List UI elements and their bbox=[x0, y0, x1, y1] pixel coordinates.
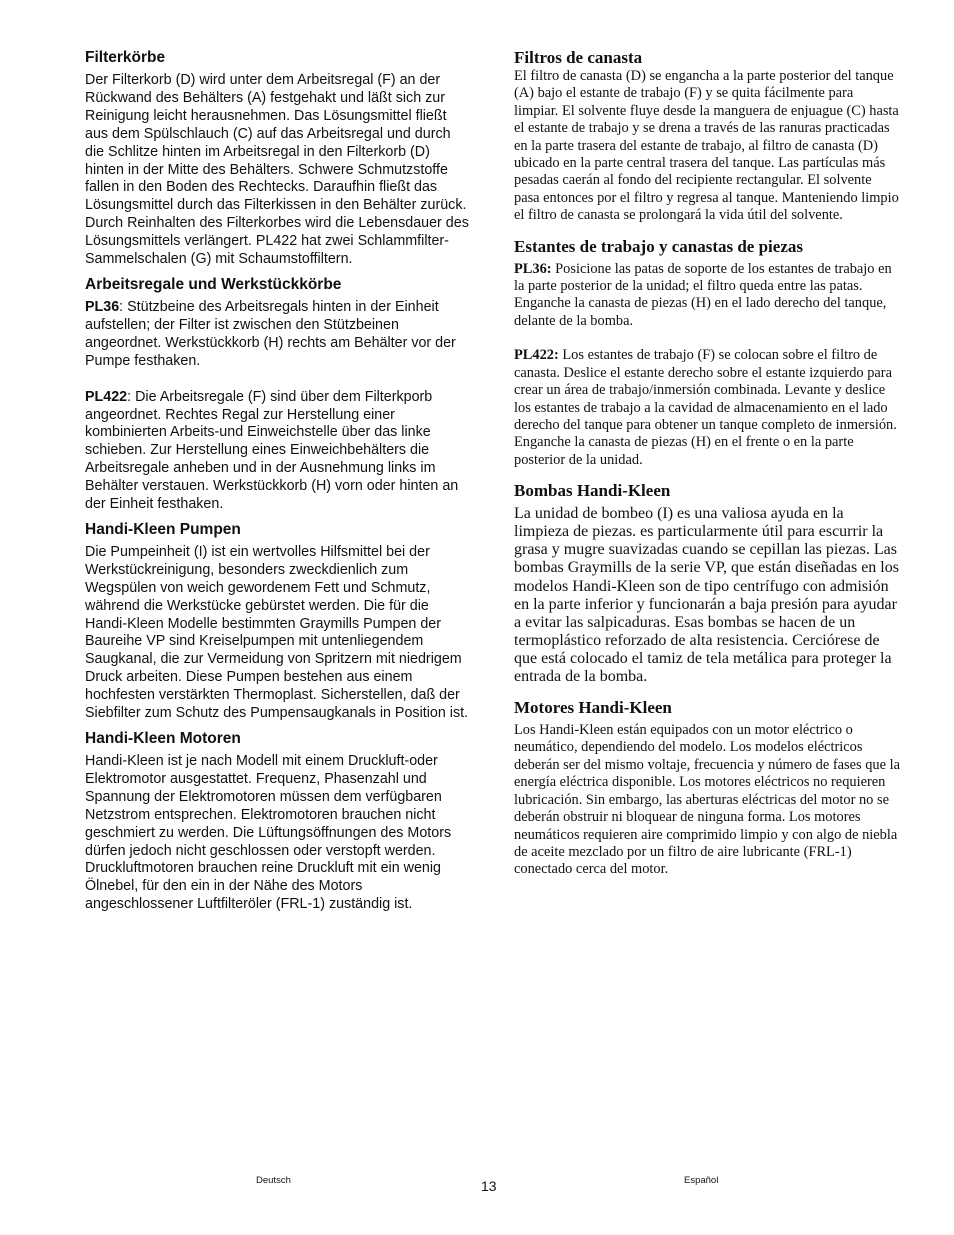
estantes-pl422-paragraph bbox=[514, 347, 900, 469]
filtros-text: El filtro de canasta (D) se engancha a la parte posterior del tanque (A) bajo el estante de trabajo (F) y se quita fácilmente para limpiar. El solvente fluye desde la manguera de enjuague (C) hasta el estante de trabajo y se drena a través de las ranuras practicadas en la parte trasera del estante de trabajo, al filtro de canasta (D) ubicado en la parte central trasera del tanque. Las partículas más pesadas caerán al fondo del recipiente rectangular. El solvente pasa entonces por el filtro y regresa al tanque. Manteniendo limpio el filtro de canasta se prolongará la vida útil del solvente. bbox=[514, 68, 899, 224]
motores-heading: Motores Handi-Kleen bbox=[514, 698, 672, 718]
pl36-text-es: Posicione las patas de soporte de los estantes de trabajo en la parte posterior de la unidad; el filtro queda entre las patas. Enganche la canasta de piezas (H) en el lado derecho del tanque, delante de la bomba. bbox=[514, 260, 892, 329]
motores-text: Los Handi-Kleen están equipados con un motor eléctrico o neumático, dependiendo del modelo. Los modelos eléctricos deberán ser del mismo voltaje, frecuencia y número de fases que la energía eléctrica disponible. Los motores eléctricos no requieren lubricación. Sin embargo, las aberturas eléctricas del motor no se deberán obstruir ni bloquear de ninguna forma. Los motores neumáticos requieren aire comprimido limpio y con algo de niebla de aceite mezclado por un filtro de aire lubricante (FRL-1) conectado cerca del motor. bbox=[514, 722, 900, 878]
arbeitsregale-heading: Arbeitsregale und Werkstückkörbe bbox=[85, 275, 342, 293]
filtros-heading: Filtros de canasta bbox=[514, 48, 643, 67]
arbeitsregale-pl422-paragraph bbox=[85, 389, 470, 514]
bombas-text: La unidad de bombeo (I) es una valiosa ayuda en la limpieza de piezas. es particularmente útil para escurrir la grasa y mugre suavizadas cuando se cepillan las piezas. Las bombas Graymills de la serie VP, que están diseñadas en los modelos Handi-Kleen son de tipo centrífugo con admisión en la parte inferior y funcionarán a baja presión para ayudar a evitar las salpicaduras. Esas bombas se hacen de un termoplástico reforzado de alta resistencia. Cerciórese de que está colocado el tamiz de tela metálica para proteger la entrada de la bomba. bbox=[514, 505, 899, 685]
pl422-text-es: Los estantes de trabajo (F) se colocan sobre el filtro de canasta. Deslice el estante derecho sobre el estante izquierdo para crear un área de trabajo/inmersión combinada. Levante y deslice los estantes de trabajo a la cavidad de almacenamiento en el lado derecho del tanque para obtener un tanque completo de inmersión. Enganche la canasta de piezas (H) en el frente o en la parte posterior de la unidad. bbox=[514, 347, 897, 468]
footer-language-german: Deutsch bbox=[256, 1175, 291, 1186]
filterkoerbe-heading: Filterkörbe bbox=[85, 49, 166, 66]
pumpen-heading: Handi-Kleen Pumpen bbox=[85, 520, 241, 538]
pl422-label: PL422 bbox=[85, 388, 128, 405]
pl36-text: : Stützbeine des Arbeitsregals hinten in der Einheit aufstellen; der Filter ist zwischen den Stützbeinen angeordnet. Werkstückkorb (H) rechts am Behälter vor der Pumpe festhaken. bbox=[85, 298, 456, 369]
filterkoerbe-text: Der Filterkorb (D) wird unter dem Arbeitsregal (F) an der Rückwand des Behälters (A) festgehakt und läßt sich zur Reinigung leicht herausnehmen. Das Lösungsmittel fließt aus dem Spülschlauch (C) auf das Arbeitsregal und durch die Schlitze hinten im Arbeitsregal in den Filterkorb (D) hinten in der Mitte des Behälters. Schwere Schmutzstoffe fallen in den Boden des Rechtecks. Daraufhin fließt das Lösungsmittel durch das Filterkissen in den Behälter zurück. Durch Reinhalten des Filterkorbes wird die Lebensdauer des Lösungsmittels verlängert. PL422 hat zwei Schlammfilter-Sammelschalen (G) mit Schaumstoffiltern. bbox=[85, 72, 469, 268]
pl422-text: : Die Arbeitsregale (F) sind über dem Filterkporb angeordnet. Rechtes Regal zur Herstellung einer kombinierten Arbeits-und Einweichstelle über das linke schieben. Zur Herstellung eines Einweichbehälters die Arbeitsregale anheben und in der Ausnehmung links im Behälter verstauen. Werkstückkorb (H) vorn oder hinten an der Einheit festhaken. bbox=[85, 388, 459, 513]
pumpen-text: Die Pumpeinheit (I) ist ein wertvolles Hilfsmittel bei der Werkstückreinigung, besonders zweckdienlich zum Wegspülen von weich gewordenem Fett und Schmutz, während die Werkstücke gebürstet werden. Die für die Handi-Kleen Modelle bestimmten Graymills Pumpen der Baureihe VP sind Kreiselpumpen mit untenliegendem Saugkanal, die zur Vermeidung von Spritzern mit niedrigem Druck arbeiten. Diese Pumpen bestehen aus einem hochfesten verstärkten Thermoplast. Sicherstellen, daß der Siebfilter zum Schutz des Pumpensaugkanals in Position ist. bbox=[85, 543, 469, 722]
footer-language-spanish: Español bbox=[684, 1175, 719, 1186]
motoren-text: Handi-Kleen ist je nach Modell mit einem Druckluft-oder Elektromotor ausgestattet. Frequenz, Phasenzahl und Spannung der Elektromotoren müssen dem verfügbaren Netzstrom entsprechen. Elektromotoren brauchen nicht geschmiert zu werden. Die Lüftungsöffnungen des Motors dürfen jedoch nicht geschlossen oder verstopft werden. Druckluftmotoren brauchen reine Druckluft mit ein wenig Ölnebel, für den ein in der Nähe des Motors angeschlossener Luftfilteröler (FRL-1) zuständig ist. bbox=[85, 753, 452, 913]
german-column bbox=[85, 48, 470, 920]
arbeitsregale-pl36-paragraph bbox=[85, 299, 470, 371]
bombas-heading: Bombas Handi-Kleen bbox=[514, 481, 671, 501]
spanish-column bbox=[514, 48, 900, 879]
pl36-label: PL36 bbox=[85, 298, 120, 315]
estantes-heading: Estantes de trabajo y canastas de piezas bbox=[514, 236, 803, 256]
motoren-heading: Handi-Kleen Motoren bbox=[85, 730, 241, 747]
page-number: 13 bbox=[481, 1178, 497, 1194]
estantes-pl36-paragraph bbox=[514, 261, 900, 331]
pl36-label-es: PL36: bbox=[514, 260, 552, 277]
pl422-label-es: PL422: bbox=[514, 347, 559, 364]
